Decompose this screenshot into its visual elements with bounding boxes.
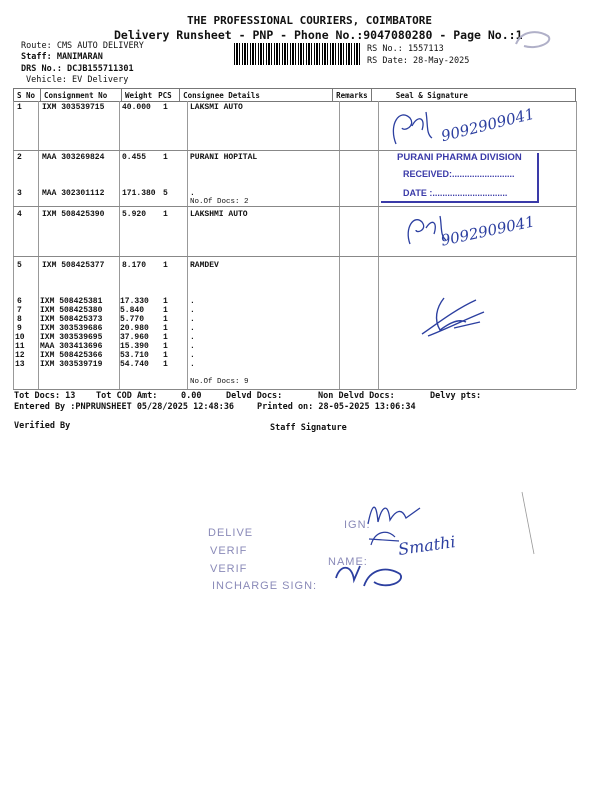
row-consignee: . — [190, 189, 195, 198]
row-sno: 11 — [15, 342, 25, 351]
row-consignee: PURANI HOPITAL — [190, 153, 258, 162]
row-consignment: IXM 508425380 — [40, 306, 103, 315]
row-weight: 40.000 — [122, 103, 151, 112]
delivered-docs: Delvd Docs: — [226, 391, 283, 401]
row-consignment: MAA 302301112 — [42, 189, 105, 198]
staff-label: Staff: MANIMARAN — [21, 52, 103, 62]
row-pcs: 1 — [163, 315, 168, 324]
docs-count-note: No.Of Docs: 2 — [190, 198, 249, 206]
row-weight: 54.740 — [120, 360, 149, 369]
col-remarks: Remarks — [333, 89, 372, 102]
staff-signature-label: Staff Signature — [270, 423, 347, 433]
stamp-date: DATE :.............................. — [403, 188, 508, 198]
row-consignment: MAA 303269824 — [42, 153, 105, 162]
row-weight: 15.390 — [120, 342, 149, 351]
column-rule — [378, 101, 379, 389]
received-stamp — [381, 153, 539, 203]
column-rule — [576, 101, 577, 389]
barcode — [234, 43, 360, 65]
row-sno: 10 — [15, 333, 25, 342]
row-sno: 3 — [17, 189, 22, 198]
row-pcs: 1 — [163, 103, 168, 112]
stamp-delivery-sign: IGN: — [344, 519, 371, 531]
stamp-verified-2: VERIF — [210, 563, 248, 575]
row-consignee: LAKSHMI AUTO — [190, 210, 248, 219]
row-consignee: . — [190, 342, 195, 351]
row-pcs: 1 — [163, 306, 168, 315]
col-seal-signature: Seal & Signature — [371, 89, 575, 102]
rs-date: RS Date: 28-May-2025 — [367, 56, 470, 66]
row-weight: 37.960 — [120, 333, 149, 342]
row-consignment: IXM 508425390 — [42, 210, 105, 219]
handwritten-phone-2: 9092909041 — [439, 212, 537, 250]
row-rule — [13, 206, 576, 207]
stamp-incharge-sign: INCHARGE SIGN: — [212, 580, 318, 592]
row-weight: 17.330 — [120, 297, 149, 306]
margin-mark — [518, 488, 538, 558]
row-consignment: IXM 303539695 — [40, 333, 103, 342]
printed-on: Printed on: 28-05-2025 13:06:34 — [257, 402, 416, 412]
rs-number: RS No.: 1557113 — [367, 44, 444, 54]
signature-scribble-6 — [330, 560, 412, 592]
row-pcs: 1 — [163, 351, 168, 360]
row-consignment: IXM 508425377 — [42, 261, 105, 270]
row-pcs: 1 — [163, 333, 168, 342]
row-sno: 6 — [17, 297, 22, 306]
row-consignee: . — [190, 315, 195, 324]
row-consignee: . — [190, 333, 195, 342]
row-sno: 2 — [17, 153, 22, 162]
row-pcs: 1 — [163, 261, 168, 270]
total-cod-value: 0.00 — [181, 391, 202, 401]
row-consignee: . — [190, 360, 195, 369]
row-consignee: . — [190, 351, 195, 360]
stamp-verified-name: NAME: — [328, 556, 368, 568]
runsheet-table-header — [13, 88, 576, 102]
column-rule — [187, 101, 188, 389]
handwritten-name: Smathi — [396, 532, 457, 559]
stamp-company: PURANI PHARMA DIVISION — [397, 152, 522, 163]
col-consignment: Consignment No — [41, 89, 122, 102]
row-sno: 13 — [15, 360, 25, 369]
row-pcs: 1 — [163, 360, 168, 369]
row-pcs: 1 — [163, 342, 168, 351]
row-pcs: 1 — [163, 210, 168, 219]
drs-number: DRS No.: DCJB155711301 — [21, 64, 134, 74]
column-rule — [38, 101, 39, 389]
signature-scribble-1 — [382, 104, 442, 150]
vehicle-label: Vehicle: EV Delivery — [26, 75, 129, 85]
company-name: THE PROFESSIONAL COURIERS, COIMBATORE — [187, 14, 433, 27]
row-consignee: . — [190, 306, 195, 315]
row-weight: 20.980 — [120, 324, 149, 333]
verified-by: Verified By — [14, 421, 71, 431]
entered-by: Entered By :PNPRUNSHEET 05/28/2025 12:48:36 — [14, 402, 235, 412]
row-sno: 5 — [17, 261, 22, 270]
row-weight: 0.455 — [122, 153, 147, 162]
col-weight: Weight — [122, 89, 156, 102]
row-consignment: IXM 303539719 — [40, 360, 103, 369]
row-consignment: IXM 303539686 — [40, 324, 103, 333]
row-sno: 12 — [15, 351, 25, 360]
row-consignment: IXM 508425381 — [40, 297, 103, 306]
row-weight: 171.380 — [122, 189, 156, 198]
stamp-received: RECEIVED:......................... — [403, 169, 515, 179]
docs-count-note: No.Of Docs: 9 — [190, 378, 249, 386]
row-sno: 4 — [17, 210, 22, 219]
sheet-title: Delivery Runsheet - PNP - Phone No.:9047080280 - Page No.:1 — [114, 28, 523, 42]
row-weight: 53.710 — [120, 351, 149, 360]
row-weight: 8.170 — [122, 261, 147, 270]
row-consignee: . — [190, 324, 195, 333]
row-pcs: 1 — [163, 153, 168, 162]
row-consignment: MAA 303413696 — [40, 342, 103, 351]
column-rule — [339, 101, 340, 389]
row-sno: 8 — [17, 315, 22, 324]
col-sno: S No — [14, 89, 41, 102]
row-sno: 1 — [17, 103, 22, 112]
row-sno: 9 — [17, 324, 22, 333]
row-consignment: IXM 303539715 — [42, 103, 105, 112]
row-consignee: . — [190, 297, 195, 306]
total-cod-label: Tot COD Amt: — [96, 391, 158, 401]
row-rule — [13, 150, 576, 151]
total-docs: Tot Docs: 13 — [14, 391, 76, 401]
col-consignee: Consignee Details — [180, 89, 333, 102]
row-consignee: RAMDEV — [190, 261, 219, 270]
handwritten-phone-1: 9092909041 — [439, 104, 537, 146]
stamp-delivery: DELIVE — [208, 527, 254, 539]
route-label: Route: CMS AUTO DELIVERY — [21, 41, 144, 51]
row-pcs: 5 — [163, 189, 168, 198]
row-rule — [13, 389, 576, 390]
non-delivered-docs: Non Delvd Docs: — [318, 391, 395, 401]
row-pcs: 1 — [163, 324, 168, 333]
col-pcs: PCS — [155, 89, 180, 102]
row-weight: 5.840 — [120, 306, 145, 315]
row-weight: 5.770 — [120, 315, 145, 324]
signature-scribble-3 — [414, 290, 494, 342]
row-sno: 7 — [17, 306, 22, 315]
stamp-verified-1: VERIF — [210, 545, 248, 557]
signature-scribble-5 — [365, 525, 405, 551]
row-consignment: IXM 508425373 — [40, 315, 103, 324]
column-rule — [13, 101, 14, 389]
row-weight: 5.920 — [122, 210, 147, 219]
row-rule — [13, 256, 576, 257]
row-pcs: 1 — [163, 297, 168, 306]
row-consignment: IXM 508425366 — [40, 351, 103, 360]
row-consignee: LAKSMI AUTO — [190, 103, 243, 112]
delivery-points: Delvy pts: — [430, 391, 482, 401]
page-stamp-scribble — [508, 26, 558, 52]
